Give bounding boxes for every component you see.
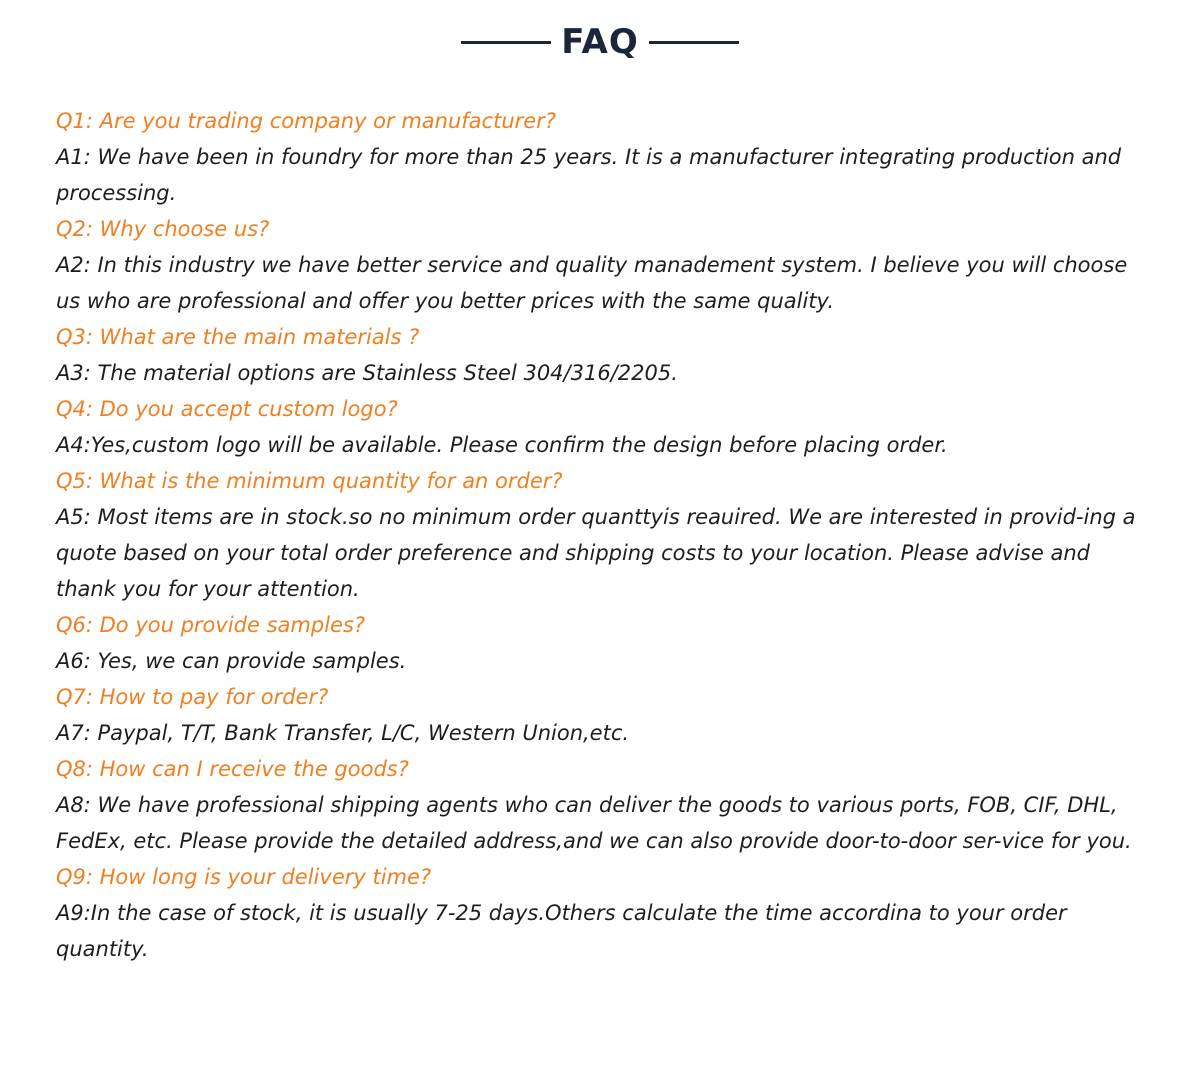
- faq-question: Q3: What are the main materials ?: [56, 325, 420, 349]
- faq-question: Q5: What is the minimum quantity for an order?: [56, 469, 563, 493]
- faq-answer: A6: Yes, we can provide samples.: [56, 649, 407, 673]
- faq-item-6: [56, 607, 1148, 679]
- faq-answer: A3: The material options are Stainless Steel 304/316/2205.: [56, 361, 678, 385]
- faq-answer: A4:Yes,custom logo will be available. Please confirm the design before placing order.: [56, 433, 948, 457]
- faq-item-8: [56, 751, 1148, 859]
- faq-list: [56, 103, 1148, 967]
- faq-question: Q1: Are you trading company or manufacturer?: [56, 109, 556, 133]
- page-title: FAQ: [561, 22, 639, 62]
- faq-question: Q2: Why choose us?: [56, 217, 270, 241]
- faq-answer: A7: Paypal, T/T, Bank Transfer, L/C, Western Union,etc.: [56, 721, 630, 745]
- faq-question: Q9: How long is your delivery time?: [56, 865, 432, 889]
- faq-item-5: [56, 463, 1148, 607]
- faq-item-9: [56, 859, 1148, 967]
- faq-header: [0, 18, 1200, 66]
- faq-question: Q8: How can I receive the goods?: [56, 757, 409, 781]
- faq-item-3: [56, 319, 1148, 391]
- faq-question: Q7: How to pay for order?: [56, 685, 329, 709]
- faq-item-1: [56, 103, 1148, 211]
- faq-answer: A1: We have been in foundry for more than 25 years. It is a manufacturer integrating production and processing.: [56, 145, 1122, 205]
- faq-answer: A2: In this industry we have better service and quality manadement system. I believe you will choose us who are professional and offer you better prices with the same quality.: [56, 253, 1128, 313]
- faq-question: Q6: Do you provide samples?: [56, 613, 366, 637]
- header-rule-right: [649, 41, 739, 44]
- faq-answer: A5: Most items are in stock.so no minimum order quanttyis reauired. We are interested in provid-ing a quote based on your total order preference and shipping costs to your location. Please advise and thank you for your attention.: [56, 505, 1136, 601]
- header-rule-left: [461, 41, 551, 44]
- faq-answer: A8: We have professional shipping agents who can deliver the goods to various ports, FOB, CIF, DHL, FedEx, etc. Please provide the detailed address,and we can also provide door-to-door ser-vice for you.: [56, 793, 1132, 853]
- faq-item-7: [56, 679, 1148, 751]
- faq-item-2: [56, 211, 1148, 319]
- faq-question: Q4: Do you accept custom logo?: [56, 397, 398, 421]
- faq-item-4: [56, 391, 1148, 463]
- faq-answer: A9:In the case of stock, it is usually 7-25 days.Others calculate the time accordina to your order quantity.: [56, 901, 1067, 961]
